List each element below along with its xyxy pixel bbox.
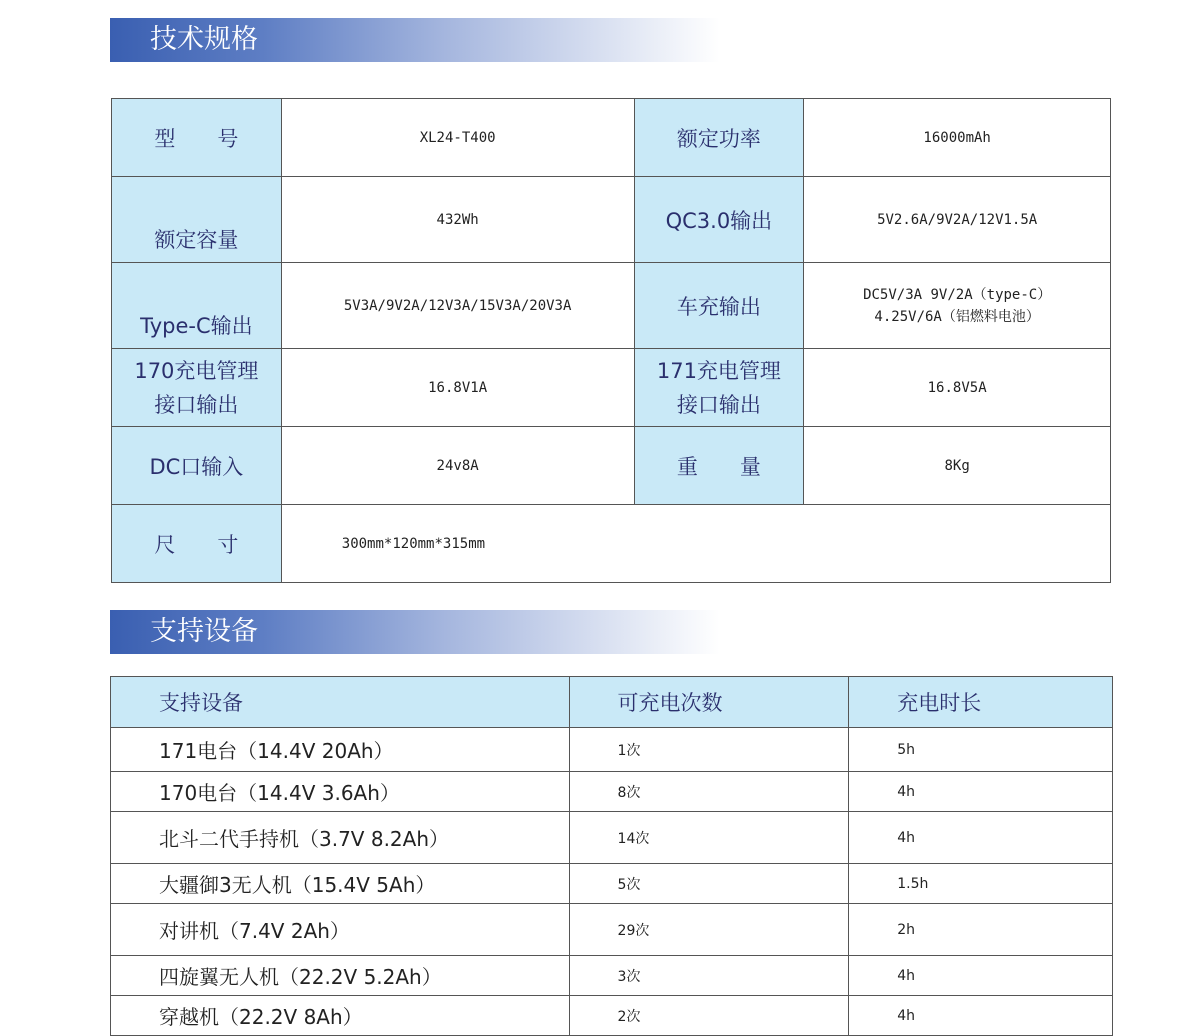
port171-label	[634, 349, 804, 427]
devices-section-header	[110, 610, 720, 654]
specs-row	[112, 427, 1111, 505]
cell-charge-count: 29次	[569, 904, 849, 956]
size-label: 尺 寸	[112, 505, 282, 583]
cell-device: 大疆御3无人机（15.4V 5Ah）	[111, 864, 570, 904]
port171-label-line2: 接口输出	[676, 392, 761, 417]
dc-input-label: DC口输入	[112, 427, 282, 505]
cell-charge-count: 2次	[569, 996, 849, 1036]
specs-row	[112, 177, 1111, 263]
qc-output-value: 5V2.6A/9V2A/12V1.5A	[804, 177, 1111, 263]
devices-section-title: 支持设备	[150, 616, 258, 647]
cell-charge-time: 2h	[849, 904, 1113, 956]
devices-table	[110, 676, 1113, 1036]
cell-device: 171电台（14.4V 20Ah）	[111, 728, 570, 772]
dc-input-value: 24v8A	[281, 427, 634, 505]
model-value: XL24-T400	[281, 99, 634, 177]
cell-device: 四旋翼无人机（22.2V 5.2Ah）	[111, 956, 570, 996]
typec-output-label: Type-C输出	[112, 263, 282, 349]
cell-charge-time: 1.5h	[849, 864, 1113, 904]
table-row	[111, 956, 1113, 996]
specs-section-header	[110, 18, 720, 62]
column-header-charge-time: 充电时长	[849, 677, 1113, 728]
car-output-value-line2: 4.25V/6A（铝燃料电池）	[874, 308, 1040, 325]
typec-output-value: 5V3A/9V2A/12V3A/15V3A/20V3A	[281, 263, 634, 349]
port170-label-line2: 接口输出	[154, 392, 239, 417]
model-label: 型 号	[112, 99, 282, 177]
car-output-value-line1: DC5V/3A 9V/2A（type-C）	[863, 286, 1052, 303]
weight-value: 8Kg	[804, 427, 1111, 505]
specs-row	[112, 263, 1111, 349]
port170-value: 16.8V1A	[281, 349, 634, 427]
cell-device: 北斗二代手持机（3.7V 8.2Ah）	[111, 812, 570, 864]
rated-power-value: 16000mAh	[804, 99, 1111, 177]
specs-table	[111, 98, 1111, 583]
port170-label-line1: 170充电管理	[134, 358, 259, 383]
rated-capacity-label: 额定容量	[112, 177, 282, 263]
devices-header-row	[111, 677, 1113, 728]
qc-output-label: QC3.0输出	[634, 177, 804, 263]
rated-power-label: 额定功率	[634, 99, 804, 177]
weight-label: 重 量	[634, 427, 804, 505]
car-output-label: 车充输出	[634, 263, 804, 349]
table-row	[111, 864, 1113, 904]
table-row	[111, 812, 1113, 864]
cell-charge-time: 5h	[849, 728, 1113, 772]
column-header-charge-count: 可充电次数	[569, 677, 849, 728]
cell-charge-time: 4h	[849, 996, 1113, 1036]
rated-capacity-value: 432Wh	[281, 177, 634, 263]
specs-section-title: 技术规格	[150, 24, 258, 55]
table-row	[111, 904, 1113, 956]
cell-device: 穿越机（22.2V 8Ah）	[111, 996, 570, 1036]
cell-charge-time: 4h	[849, 956, 1113, 996]
specs-row	[112, 99, 1111, 177]
table-row	[111, 728, 1113, 772]
cell-charge-count: 14次	[569, 812, 849, 864]
cell-charge-time: 4h	[849, 772, 1113, 812]
car-output-value	[804, 263, 1111, 349]
port170-label	[112, 349, 282, 427]
cell-device: 对讲机（7.4V 2Ah）	[111, 904, 570, 956]
cell-charge-count: 5次	[569, 864, 849, 904]
cell-charge-count: 3次	[569, 956, 849, 996]
port171-label-line1: 171充电管理	[656, 358, 781, 383]
specs-row	[112, 505, 1111, 583]
size-value: 300mm*120mm*315mm	[281, 505, 1110, 583]
cell-device: 170电台（14.4V 3.6Ah）	[111, 772, 570, 812]
specs-row	[112, 349, 1111, 427]
port171-value: 16.8V5A	[804, 349, 1111, 427]
column-header-device: 支持设备	[111, 677, 570, 728]
cell-charge-time: 4h	[849, 812, 1113, 864]
cell-charge-count: 1次	[569, 728, 849, 772]
cell-charge-count: 8次	[569, 772, 849, 812]
table-row	[111, 772, 1113, 812]
